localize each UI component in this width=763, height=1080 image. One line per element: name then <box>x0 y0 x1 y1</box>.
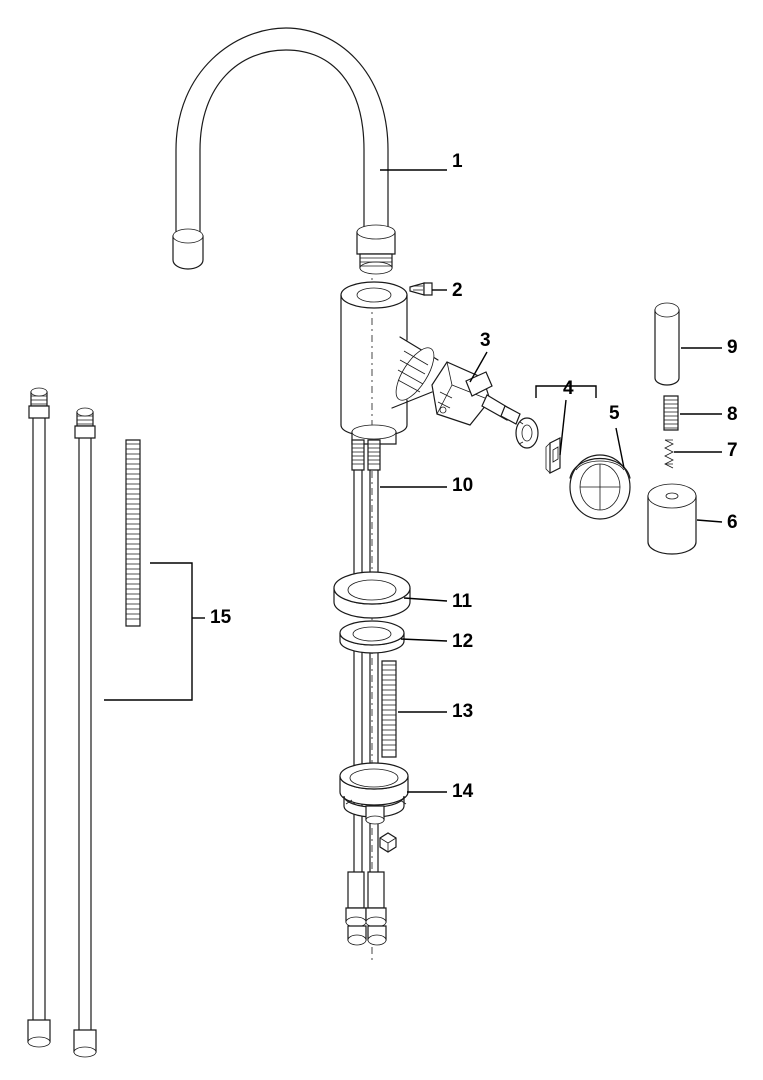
callout-6: 6 <box>727 512 738 533</box>
callout-3: 3 <box>480 330 491 351</box>
callout-7: 7 <box>727 440 738 461</box>
part-retaining-ring <box>570 455 630 519</box>
part-handle-lever <box>655 303 679 385</box>
callout-13: 13 <box>452 701 474 722</box>
callout-11: 11 <box>452 591 473 612</box>
callout-5: 5 <box>609 403 620 424</box>
part-gasket <box>340 621 404 653</box>
faucet-body <box>341 282 441 444</box>
part-supply-hoses <box>28 388 192 1057</box>
part-mounting-nut <box>340 763 408 852</box>
part-screw-stud <box>664 396 678 430</box>
part-spout <box>173 28 395 274</box>
part-handle-cap <box>648 484 696 554</box>
callout-12: 12 <box>452 631 474 652</box>
part-threaded-stud <box>382 661 396 757</box>
part-supply-tubes <box>346 440 386 945</box>
callout-9: 9 <box>727 337 738 358</box>
part-small-spring <box>665 440 673 468</box>
callout-10: 10 <box>452 475 474 496</box>
callout-2: 2 <box>452 280 463 301</box>
callout-4: 4 <box>563 378 574 399</box>
callout-1: 1 <box>452 151 463 172</box>
part-escutcheon-ring <box>334 572 410 618</box>
part-set-screw <box>410 283 432 295</box>
callout-15: 15 <box>210 607 232 628</box>
callout-14: 14 <box>452 781 474 802</box>
callout-8: 8 <box>727 404 738 425</box>
